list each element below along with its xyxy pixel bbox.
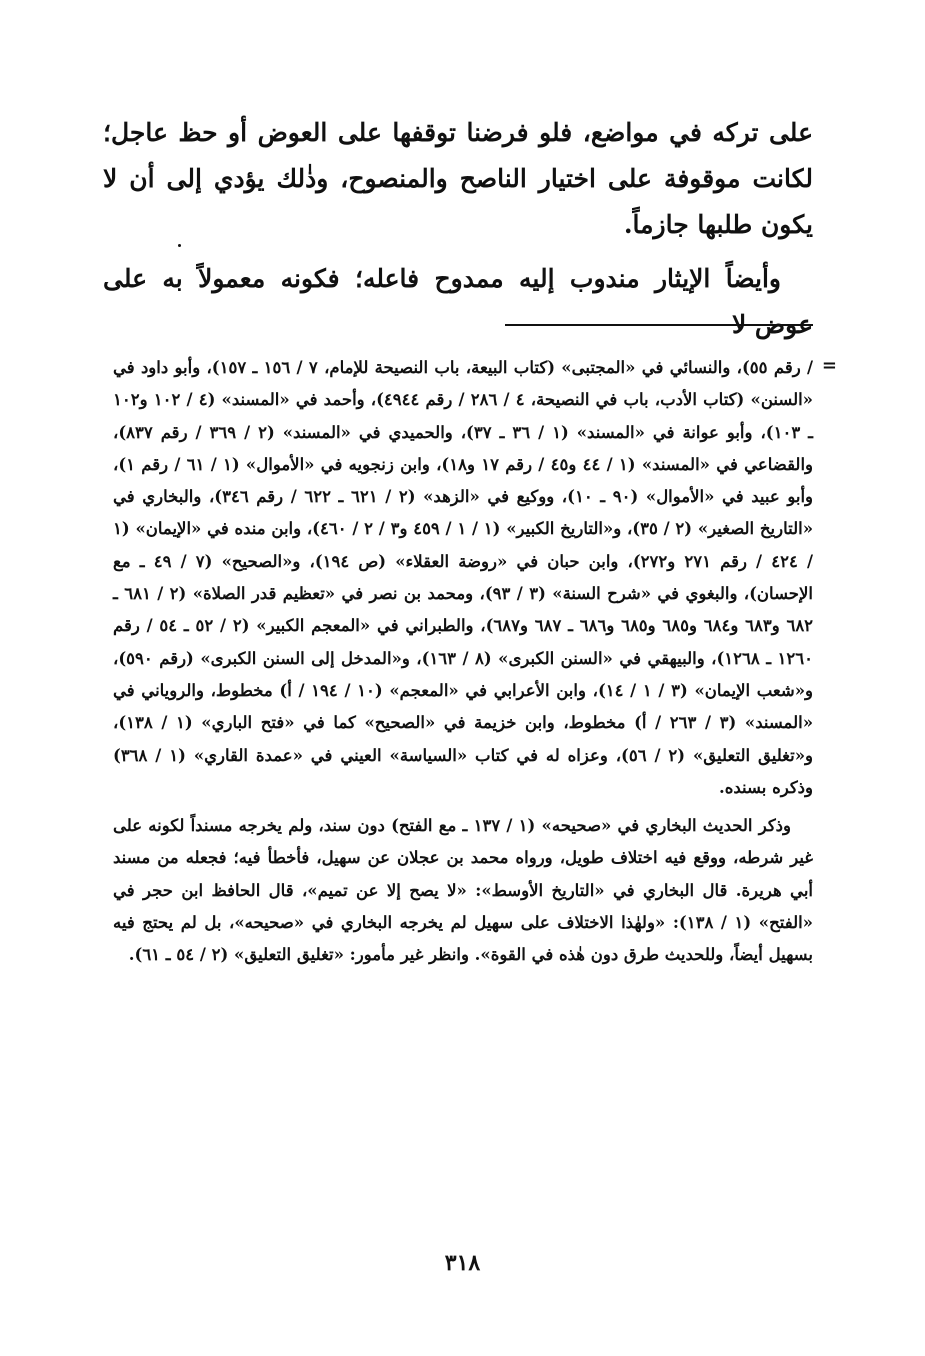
footnote-continuation-mark: = (821, 355, 837, 376)
main-paragraph-2: وأيضاً الإيثار مندوب إليه ممدوح فاعله؛ فكونه معمولاً به على عوض لا (103, 264, 813, 339)
footnotes (113, 352, 813, 972)
page-number: ٣١٨ (444, 1250, 481, 1276)
main-text (103, 110, 813, 348)
main-paragraph-1: على تركه في مواضع، فلو فرضنا توقفها على العوض أو حظ عاجل؛ لكانت موقوفة على اختيار الناصح والمنصوح، وذٰلك يؤدي إلى أن لا يكون طلبها جازماً. (103, 118, 813, 239)
footnote-separator (505, 324, 813, 326)
print-speck (178, 244, 181, 247)
footnote-paragraph-1: / رقم ٥٥)، والنسائي في «المجتبى» (كتاب البيعة، باب النصيحة للإمام، ٧ / ١٥٦ ـ ١٥٧)، وأبو داود في «السنن» (كتاب الأدب، باب في النصيحة، ٤ / ٢٨٦ / رقم ٤٩٤٤)، وأحمد في «المسند» (٤ / ١٠٢ و١٠٢ ـ ١٠٣)، وأبو عوانة في «المسند» (١ / ٣٦ ـ ٣٧)، والحميدي في «المسند» (٢ / ٣٦٩ / رقم ٨٣٧)، والقضاعي في «المسند» (١ / ٤٤ و٤٥ / رقم ١٧ و١٨)، وابن زنجويه في «الأموال» (١ / ٦١ / رقم ١)، وأبو عبيد في «الأموال» (٩٠ ـ ١٠)، ووكيع في «الزهد» (٢ / ٦٢١ ـ ٦٢٢ / رقم ٣٤٦)، والبخاري في «التاريخ الصغير» (٢ / ٣٥)، و«التاريخ الكبير» (١ / ١ / ٤٥٩ و٣ / ٢ / ٤٦٠)، وابن منده في «الإيمان» (١ / ٤٢٤ / رقم ٢٧١ و٢٧٢)، وابن حبان في «روضة العقلاء» (ص ١٩٤)، و«الصحيح» (٧ / ٤٩ ـ مع الإحسان)، والبغوي في «شرح السنة» (٣ / ٩٣)، ومحمد بن نصر في «تعظيم قدر الصلاة» (٢ / ٦٨١ ـ ٦٨٢ و٦٨٣ و٦٨٤ و٦٨٥ و٦٨٥ و٦٨٦ ـ ٦٨٧ و٦٨٧)، والطبراني في «المعجم الكبير» (٢ / ٥٢ ـ ٥٤ / رقم ١٢٦٠ ـ ١٢٦٨)، والبيهقي في «السنن الكبرى» (٨ / ١٦٣)، و«المدخل إلى السنن الكبرى» (رقم ٥٩٠)، و«شعب الإيمان» (٣ / ١ / ١٤)، وابن الأعرابي في «المعجم» (١٠ / ١٩٤ / أ) مخطوط، والروياني في «المسند» (٣ / ٢٦٣ / أ) مخطوط، وابن خزيمة في «الصحيح» كما في «فتح الباري» (١ / ١٣٨)، و«تغليق التعليق» (٢ / ٥٦)، وعزاه له في كتاب «السياسة» العيني في «عمدة القاري» (١ / ٣٦٨) وذكره بسنده. (113, 358, 814, 797)
footnote-paragraph-2: وذكر الحديث البخاري في «صحيحه» (١ / ١٣٧ ـ مع الفتح) دون سند، ولم يخرجه مسنداً لكونه على غير شرطه، ووقع فيه اختلاف طويل، ورواه محمد بن عجلان عن سهيل، فأخطأ فيه؛ فجعله من مسند أبي هريرة. قال البخاري في «التاريخ الأوسط»: «لا يصح إلا عن تميم»، قال الحافظ ابن حجر في «الفتح» (١ / ١٣٨): «ولهٰذا الاختلاف على سهيل لم يخرجه البخاري في «صحيحه»، بل لم يحتج فيه بسهيل أيضاً، وللحديث طرق دون هٰذه في القوة». وانظر غير مأمور: «تغليق التعليق» (٢ / ٥٤ ـ ٦١). (113, 816, 813, 965)
